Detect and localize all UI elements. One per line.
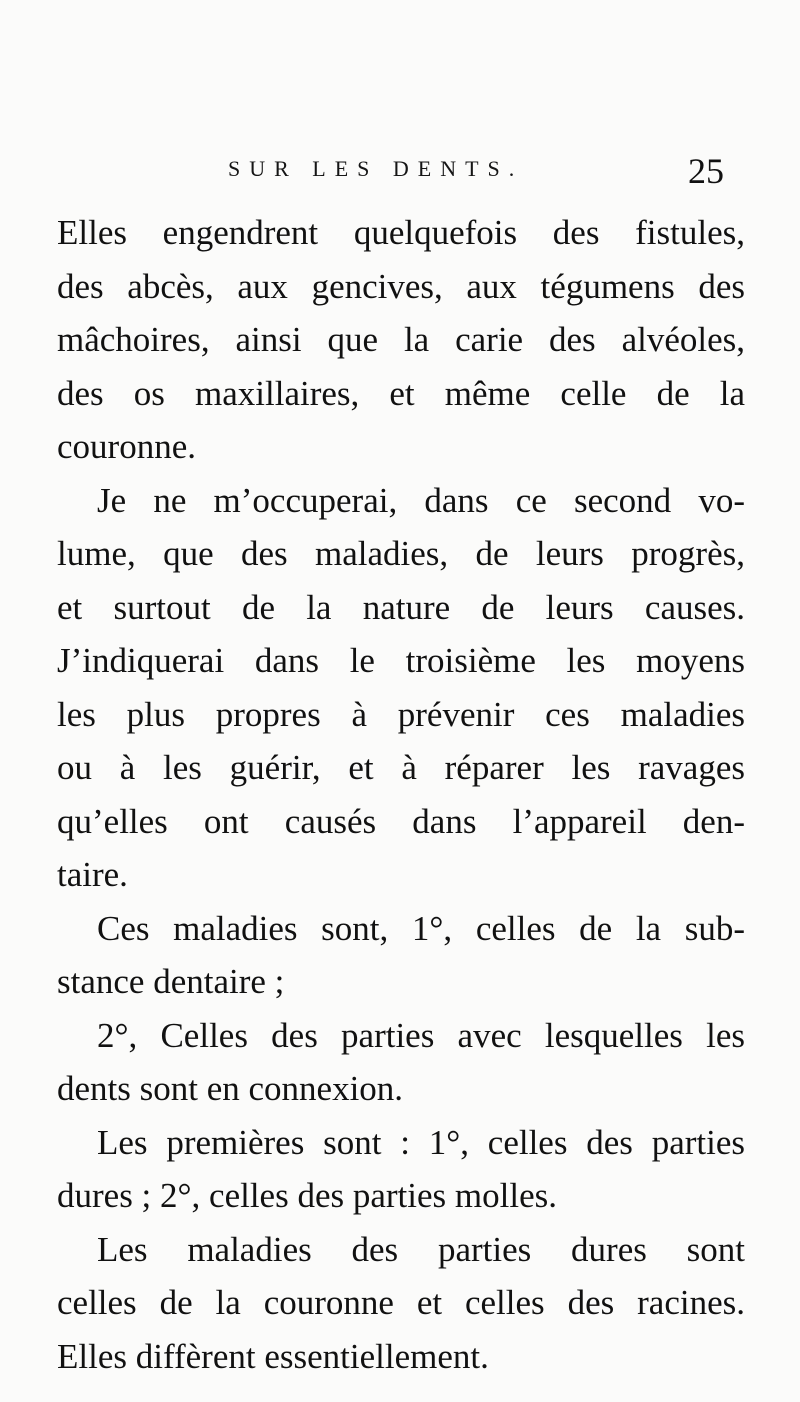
text-line: taire. (57, 855, 128, 894)
text-line: et surtout de la nature de leurs causes. (57, 587, 745, 627)
text-line: dents sont en connexion. (57, 1069, 404, 1108)
text-line: les plus propres à prévenir ces maladies (57, 694, 745, 734)
text-line: Elles engendrent quelquefois des fistules, (57, 213, 745, 252)
body-text (57, 206, 745, 1383)
text-line: ou à les guérir, et à réparer les ravages (57, 748, 745, 787)
text-line: Les maladies des parties dures sont (97, 1229, 745, 1269)
text-line: 2°, Celles des parties avec lesquelles les (97, 1015, 745, 1055)
text-line: des abcès, aux gencives, aux tégumens des (57, 266, 745, 306)
text-line: Ces maladies sont, 1°, celles de la sub- (97, 908, 745, 948)
text-line: des os maxillaires, et même celle de la (57, 373, 745, 413)
text-line: mâchoires, ainsi que la carie des alvéoles, (57, 320, 745, 359)
page-header (0, 150, 800, 190)
text-line: dures ; 2°, celles des parties molles. (57, 1176, 557, 1215)
text-line: J’indiquerai dans le troisième les moyens (57, 641, 745, 680)
text-line: celles de la couronne et celles des racines. (57, 1283, 745, 1322)
text-line: couronne. (57, 427, 196, 466)
running-head: SUR LES DENTS. (228, 156, 524, 181)
page-number: 25 (688, 151, 724, 191)
text-line: Elles diffèrent essentiellement. (57, 1336, 489, 1376)
text-line: stance dentaire ; (57, 962, 285, 1001)
text-line: Les premières sont : 1°, celles des parties (97, 1122, 745, 1162)
text-line: qu’elles ont causés dans l’appareil den- (57, 801, 745, 841)
text-line: lume, que des maladies, de leurs progrès, (57, 534, 745, 573)
text-line: Je ne m’occuperai, dans ce second vo- (97, 480, 745, 520)
